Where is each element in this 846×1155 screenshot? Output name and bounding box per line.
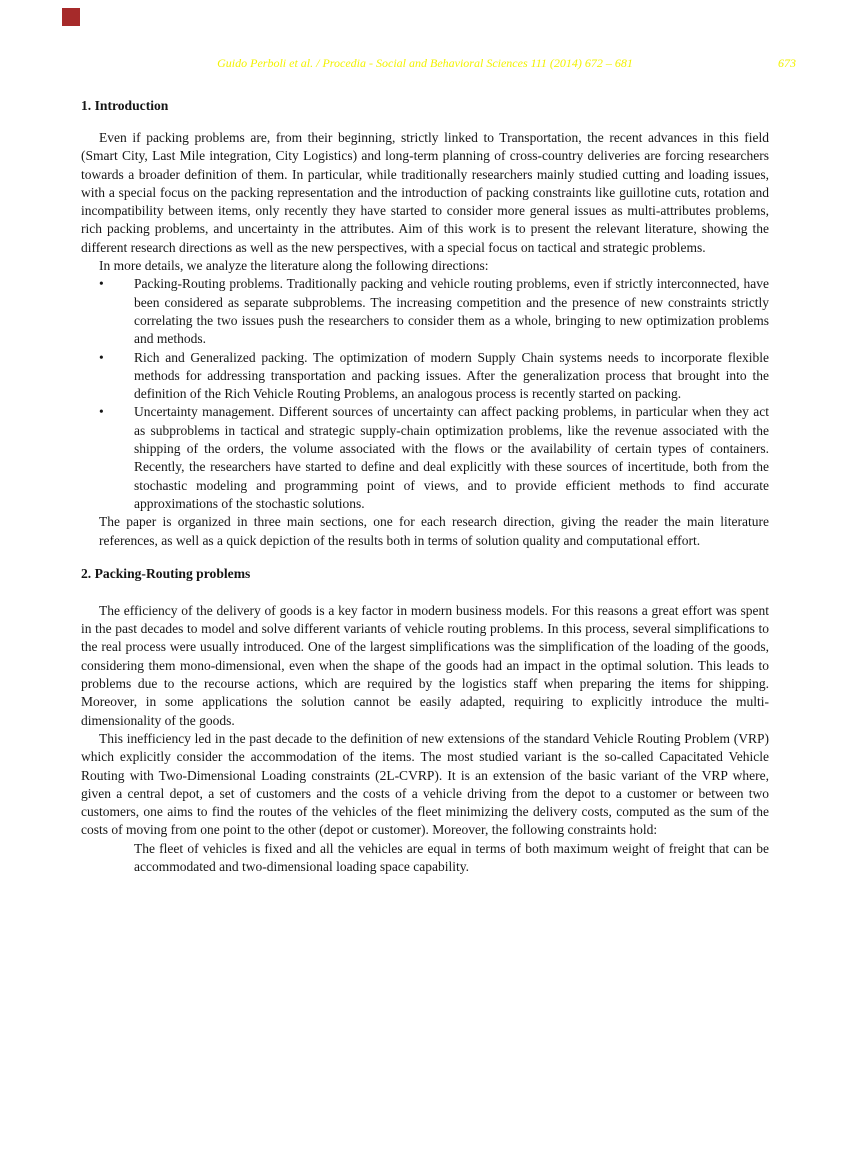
constraint-paragraph: The fleet of vehicles is fixed and all the vehicles are equal in terms of both maximum weight of freight that can be accommodated and two-dimensional loading space capability. xyxy=(134,840,769,874)
list-item-text: Packing-Routing problems. Traditionally packing and vehicle routing problems, even if strictly interconnected, have been considered as separate subproblems. The increasing competition and the presence of new constraints strictly correlating the two issues push the researchers to consider them as a whole, bringing to new optimization problems and methods. xyxy=(134,276,769,347)
section-heading-introduction: 1. Introduction xyxy=(81,98,169,113)
list-item-text: Rich and Generalized packing. The optimization of modern Supply Chain systems needs to incorporate flexible methods for addressing transportation and packing issues. After the generalization process that brought into the definition of the Rich Vehicle Routing Problems, an analogous process is recently started on packing. xyxy=(134,349,769,402)
paragraph-intro-closing: The paper is organized in three main sections, one for each research direction, giving the reader the main literature references, as well as a quick depiction of the results both in terms of solution quality and computational effort. xyxy=(99,514,769,548)
bullet-list xyxy=(81,275,769,513)
page-number: 673 xyxy=(778,56,796,70)
list-item-text: Uncertainty management. Different sources of uncertainty can affect packing problems, in particular when they act as subproblems in tactical and strategic supply-chain optimization problems, like the revenue associated with the shipping of the orders, the volume associated with the flows or the availability of certain types of containers. Recently, the researchers have started to define and deal explicitly with these sources of incertitude, both from the stochastic modeling and programming point of views, and to provide efficient methods to find accurate approximations of the stochastic solutions. xyxy=(134,404,769,511)
header-citation: Guido Perboli et al. / Procedia - Social and Behavioral Sciences 111 (2014) 672 – 681 xyxy=(217,56,633,70)
section-heading-packing-routing: 2. Packing-Routing problems xyxy=(81,565,251,581)
list-item-packing-routing xyxy=(81,275,769,348)
list-item-rich-generalized xyxy=(81,349,769,404)
section-packing-routing xyxy=(81,565,769,876)
section-introduction xyxy=(81,97,769,550)
bullet-icon: • xyxy=(99,404,104,420)
red-square-icon xyxy=(62,8,80,26)
paragraph-intro-1: Even if packing problems are, from their beginning, strictly linked to Transportation, the recent advances in this field (Smart City, Last Mile integration, City Logistics) and long-term planning of cross-country deliveries are forcing researchers towards a broader definition of them. In particular, while traditionally researchers mainly studied cutting and loading issues, with a special focus on the packing representation and the introduction of packing constraints like guillotine cuts, rotation and incompatibility between items, only recently they have started to consider more general issues as multi-attributes problems, rich packing problems, and uncertainty in the attributes. Aim of this work is to present the relevant literature, showing the different research directions as well as the new perspectives, with a special focus on tactical and strategic problems. xyxy=(81,130,769,255)
bullet-icon: • xyxy=(99,349,104,365)
page-content xyxy=(81,97,769,876)
paragraph-packing-1: The efficiency of the delivery of goods is a key factor in modern business models. For this reasons a great effort was spent in the past decades to model and solve different variants of vehicle routing problems. In this process, several simplifications to the real process were usually introduced. One of the largest simplifications was the simplification of the loading of the goods, considering them mono-dimensional, even when the shape of the goods had an impact in the optimal solution. This leads to problems due to the recourse actions, which are required by the logistics staff when preparing the items for shipping. Moreover, in some applications the solution cannot be easily adapted, requiring to explicitly introduce the multi-dimensionality of the goods. xyxy=(81,602,769,728)
bullet-icon: • xyxy=(99,276,104,292)
list-item-uncertainty xyxy=(81,403,769,513)
running-header xyxy=(81,56,796,72)
paragraph-packing-2: This inefficiency led in the past decade to the definition of new extensions of the standard Vehicle Routing Problem (VRP) which explicitly consider the accommodation of the items. The most studied variant is the so-called Capacitated Vehicle Routing with Two-Dimensional Loading constraints (2L-CVRP). It is an extension of the basic variant of the VRP where, given a central depot, a set of customers and the costs of a vehicle driving from the depot to a customer or between two customers, one aims to find the routes of the vehicles of the fleet minimizing the delivery costs, computed as the sum of the costs of moving from one point to the other (depot or customer). Moreover, the following constraints hold: xyxy=(81,730,769,838)
paragraph-intro-2: In more details, we analyze the literature along the following directions: xyxy=(99,258,489,274)
